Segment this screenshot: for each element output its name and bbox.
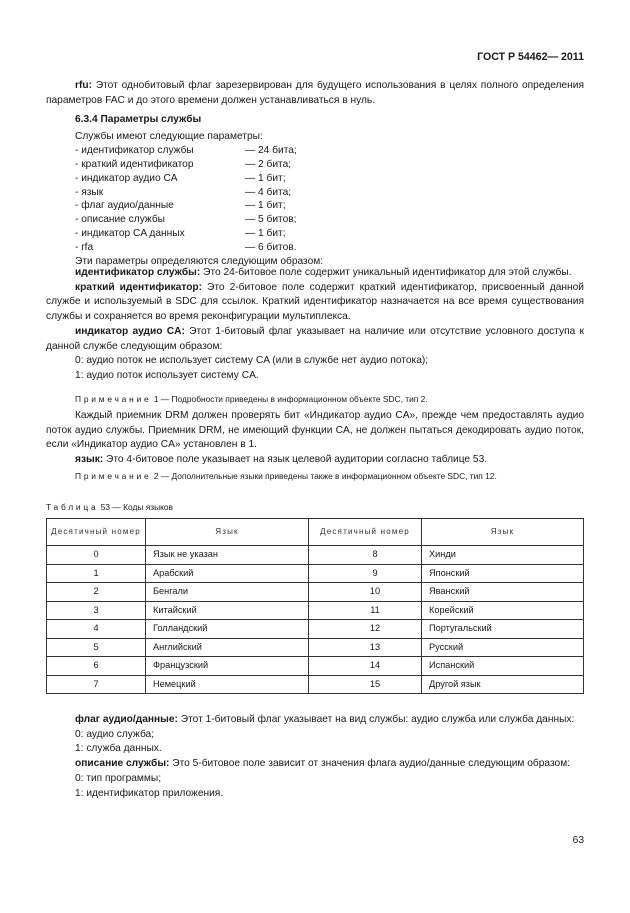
table-row: 1 Арабский 9 Японский	[47, 564, 584, 583]
rfu-term: rfu:	[75, 80, 92, 91]
desc-paragraph: описание службы: Это 5-битовое поле зависит от значения флага аудио/данные следующим образом:	[75, 758, 571, 770]
param-row: - индикатор аудио CA — 1 бит;	[75, 172, 286, 184]
table-row: 6 Французский 14 Испанский	[47, 657, 584, 676]
table-row: 0 Язык не указан 8 Хинди	[47, 546, 584, 565]
drm-paragraph: Каждый приемник DRM должен проверять бит «Индикатор аудио CA», прежде чем предоставлять аудио поток аудио службы. Приемник DRM, не имеющий функции CA, не должен пытаться декодировать аудио поток, если «Индикатор аудио CA» установлен в 1. язык: Это 4-битовое поле указывает на язык целевой аудитории согласно таблице 53.	[46, 409, 584, 468]
params-defined: Эти параметры определяются следующим образом:	[75, 256, 324, 268]
param-row: - краткий идентификатор — 2 бита;	[75, 158, 292, 170]
language-codes-table	[46, 518, 584, 694]
ca-value-0: 0: аудио поток не использует систему CA (или в службе нет аудио потока);	[75, 355, 429, 367]
flag-value-0: 0: аудио служба;	[75, 728, 155, 740]
table-caption: Таблица 53 — Коды языков	[46, 502, 173, 512]
short-id-paragraph: краткий идентификатор: Это 2-битовое поле содержит краткий идентификатор, присвоенный данной службе и используемый в SDC для ссылок. Краткий идентификатор назначается на все время существования службы и сохраняется во время реконфигурации мультиплекса.	[46, 281, 584, 323]
note-1: Примечание 1 — Подробности приведены в информационном объекте SDC, тип 2.	[75, 394, 428, 404]
note-2: Примечание 2 — Дополнительные языки приведены также в информационном объекте SDC, тип 12.	[75, 471, 497, 481]
lang-paragraph: язык: Это 4-битовое поле указывает на язык целевой аудитории согласно таблице 53.	[75, 454, 488, 466]
table-row: 4 Голландский 12 Португальский	[47, 620, 584, 639]
flag-paragraph: флаг аудио/данные: Этот 1-битовый флаг указывает на вид службы: аудио служба или служба данных:	[75, 714, 575, 725]
table-row: 2 Бенгали 10 Яванский	[47, 583, 584, 602]
param-row: - идентификатор службы — 24 бита;	[75, 144, 297, 156]
ca-value-1: 1: аудио поток использует систему CA.	[75, 369, 259, 381]
document-header: ГОСТ Р 54462— 2011	[477, 51, 584, 63]
flag-value-1: 1: служба данных.	[75, 743, 162, 755]
param-row: - описание службы — 5 битов;	[75, 214, 297, 226]
table-row: 3 Китайский 11 Корейский	[47, 601, 584, 620]
ca-paragraph: индикатор аудио CA: Этот 1-битовый флаг указывает на наличие или отсутствие условного доступа к данной службе следующим образом:	[46, 325, 584, 352]
param-row: - индикатор CA данных — 1 бит;	[75, 228, 286, 240]
rfu-text: Этот однобитовый флаг зарезервирован для будущего использования в целях полного определения параметров FAC и до этого времени должен устанавливаться в нуль.	[46, 80, 584, 106]
table-row: 5 Английский 13 Русский	[47, 638, 584, 657]
param-row: - rfa — 6 битов.	[75, 242, 297, 254]
params-intro: Службы имеют следующие параметры:	[75, 131, 263, 142]
desc-value-0: 0: тип программы;	[75, 772, 162, 784]
param-row: - флаг аудио/данные — 1 бит;	[75, 200, 286, 212]
rfu-paragraph	[46, 79, 584, 108]
definitions	[46, 266, 584, 384]
section-title: 6.3.4 Параметры службы	[75, 114, 202, 125]
page-number: 63	[572, 835, 584, 846]
param-row: - язык — 4 бита;	[75, 186, 292, 198]
table-header-row: Десятичный номер Язык Десятичный номер Язык	[47, 519, 584, 546]
desc-value-1: 1: идентификатор приложения.	[75, 787, 224, 799]
table-row: 7 Немецкий 15 Другой язык	[47, 675, 584, 694]
sid-paragraph: идентификатор службы: Это 24-битовое поле содержит уникальный идентификатор для этой службы.	[75, 267, 572, 278]
flags-section	[46, 713, 584, 801]
params-list	[75, 130, 575, 269]
